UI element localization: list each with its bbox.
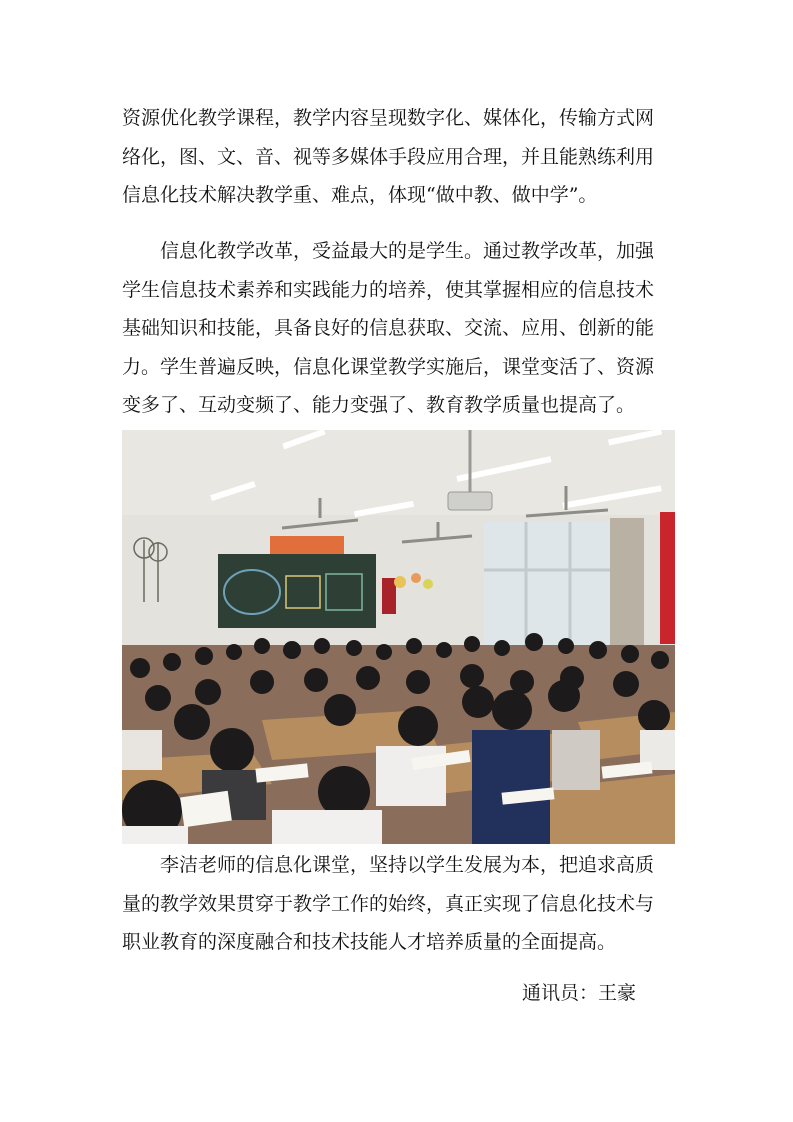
paragraph-3	[122, 846, 677, 962]
paragraph-line: 信息化教学改革，受益最大的是学生。通过教学改革，加强	[160, 240, 655, 262]
classroom-photo	[122, 430, 675, 844]
paragraph-line: 职业教育的深度融合和技术技能人才培养质量的全面提高。	[122, 931, 617, 953]
red-flag	[382, 578, 396, 614]
paragraph-line: 量的教学效果贯穿于教学工作的始终，真正实现了信息化技术与	[122, 892, 655, 915]
projector	[448, 492, 492, 510]
blackboard	[218, 554, 376, 628]
paragraph-line: 信息化技术解决教学重、难点，体现“做中教、做中学”。	[122, 184, 598, 206]
paragraph-line: 李洁老师的信息化课堂，坚持以学生发展为本，把追求高质	[160, 854, 655, 876]
paragraph-2	[122, 232, 677, 425]
red-vertical-banner	[660, 512, 675, 644]
paragraph-line: 络化，图、文、音、视等多媒体手段应用合理，并且能熟练利用	[122, 145, 655, 168]
paragraph-1	[122, 99, 677, 215]
paragraph-line: 基础知识和技能，具备良好的信息获取、交流、应用、创新的能	[122, 317, 655, 339]
wall-banner	[270, 536, 344, 556]
paragraph-line: 学生信息技术素养和实践能力的培养，使其掌握相应的信息技术	[122, 278, 655, 301]
paragraph-line: 资源优化教学课程，教学内容呈现数字化、媒体化，传输方式网	[122, 107, 655, 129]
byline: 通讯员：王豪	[522, 982, 637, 1004]
paragraph-line: 变多了、互动变频了、能力变强了、教育教学质量也提高了。	[122, 394, 636, 416]
paragraph-line: 力。学生普遍反映，信息化课堂教学实施后，课堂变活了、资源	[122, 355, 655, 378]
